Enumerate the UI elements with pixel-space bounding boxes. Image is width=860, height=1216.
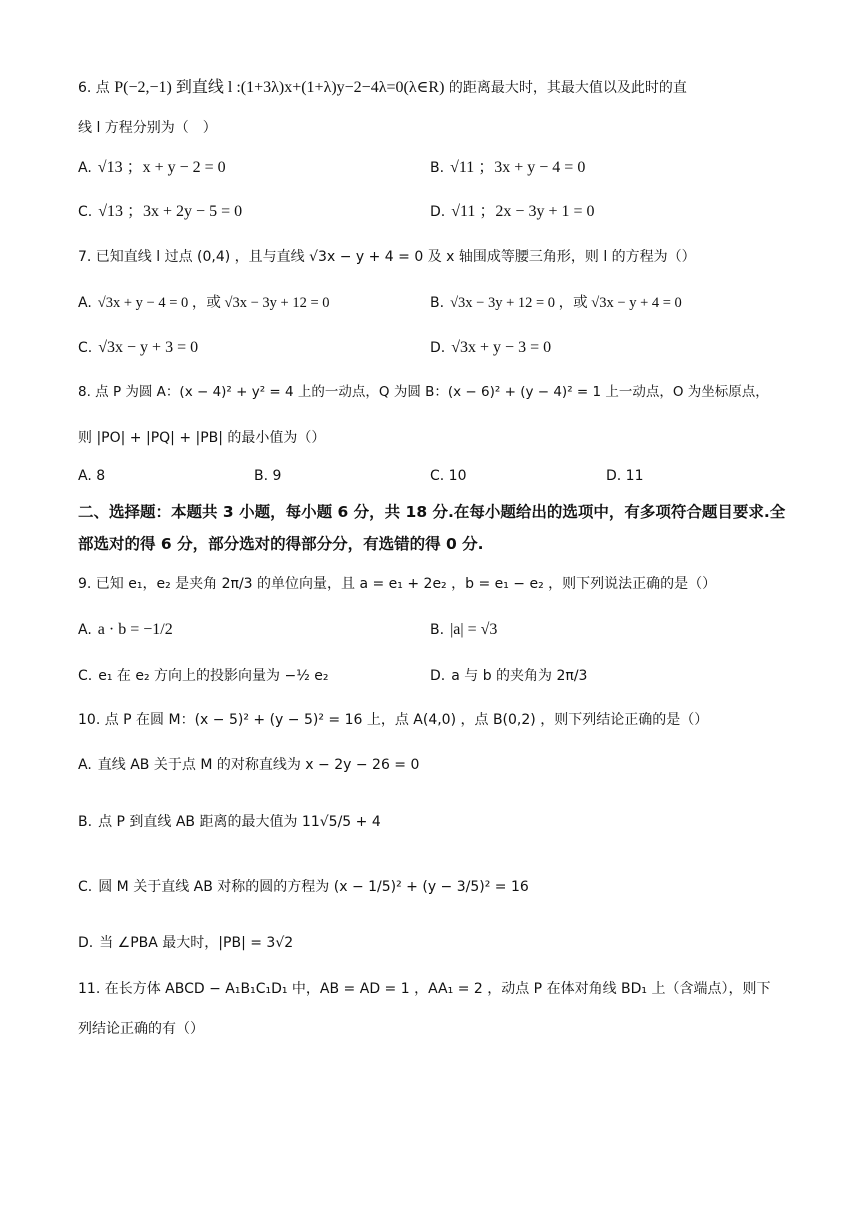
option-label: B.: [430, 295, 445, 311]
option-value: 当 ∠PBA 最大时，|PB| = 3√2: [99, 935, 294, 951]
q6-option-d: [430, 202, 595, 222]
q6-option-c: [78, 202, 242, 222]
option-label: D.: [430, 668, 446, 684]
option-value: a · b = −1/2: [97, 621, 173, 638]
q7-option-a: [78, 293, 330, 313]
q8-stem-line1: 8. 点 P 为圆 A：(x − 4)² + y² = 4 上的一动点，Q 为圆 B：(x − 6)² + (y − 4)² = 1 上一动点，O 为坐标原点，: [78, 384, 769, 400]
option-value: a 与 b 的夹角为 2π/3: [451, 668, 588, 684]
option-label: C.: [78, 668, 93, 684]
option-value: √13 ；3x + 2y − 5 = 0: [98, 203, 243, 220]
option-value: √11 ；2x − 3y + 1 = 0: [451, 203, 595, 220]
option-label: C.: [78, 204, 93, 220]
q8-option-c: C. 10: [430, 468, 467, 484]
option-label: A.: [78, 622, 92, 638]
option-label: A.: [78, 295, 92, 311]
q6-stem-line2: 线 l 方程分别为（ ）: [78, 120, 217, 136]
option-value: e₁ 在 e₂ 方向上的投影向量为 −½ e₂: [98, 668, 329, 684]
q7-stem: 7. 已知直线 l 过点 (0,4) ，且与直线 √3x − y + 4 = 0 及 x 轴围成等腰三角形，则 l 的方程为（）: [78, 249, 696, 265]
q9-option-b: [430, 620, 497, 640]
q10-option-b: [78, 812, 381, 832]
q10-stem: 10. 点 P 在圆 M：(x − 5)² + (y − 5)² = 16 上，点 A(4,0) ，点 B(0,2) ，则下列结论正确的是（）: [78, 712, 709, 728]
option-value: 直线 AB 关于点 M 的对称直线为 x − 2y − 26 = 0: [97, 757, 420, 773]
q8-stem-line2: 则 |PO| + |PQ| + |PB| 的最小值为（）: [78, 430, 326, 446]
q8-option-d: D. 11: [606, 468, 644, 484]
q6-number: 6. 点: [78, 80, 110, 96]
section-heading: 二、选择题：本题共 3 小题，每小题 6 分，共 18 分.在每小题给出的选项中，有多项符合题目要求.全部选对的得 6 分，部分选对的得部分分，有选错的得 0 分.: [78, 503, 786, 553]
option-label: C.: [78, 340, 93, 356]
option-label: B.: [430, 622, 445, 638]
q10-option-c: [78, 877, 529, 897]
q7-option-b: [430, 293, 682, 313]
q9-stem: 9. 已知 e₁，e₂ 是夹角 2π/3 的单位向量，且 a = e₁ + 2e₂ ，b = e₁ − e₂ ，则下列说法正确的是（）: [78, 576, 717, 592]
q10-option-d: [78, 933, 293, 953]
option-label: D.: [78, 935, 94, 951]
q10-option-a: [78, 755, 419, 775]
option-value: √3x + y − 4 = 0 ，或 √3x − 3y + 12 = 0: [97, 295, 330, 311]
q11-stem-line1: 11. 在长方体 ABCD − A₁B₁C₁D₁ 中，AB = AD = 1 ，AA₁ = 2 ，动点 P 在体对角线 BD₁ 上（含端点），则下: [78, 981, 771, 997]
option-label: A.: [78, 757, 92, 773]
q6-stem-tail: 的距离最大时，其最大值以及此时的直: [448, 80, 687, 96]
option-value: √13 ；x + y − 2 = 0: [97, 159, 226, 176]
q9-option-a: [78, 620, 173, 640]
q8-option-b: B. 9: [254, 468, 282, 484]
option-label: A.: [78, 160, 92, 176]
q7-option-d: [430, 338, 551, 358]
q6-option-b: [430, 158, 585, 178]
q7-option-c: [78, 338, 198, 358]
q9-option-d: [430, 666, 587, 686]
option-value: 点 P 到直线 AB 距离的最大值为 11√5/5 + 4: [98, 814, 381, 830]
q6-stem-line1: [78, 78, 687, 98]
option-value: √3x − 3y + 12 = 0 ，或 √3x − y + 4 = 0: [450, 295, 682, 311]
option-value: 圆 M 关于直线 AB 对称的圆的方程为 (x − 1/5)² + (y − 3/5)² = 16: [98, 879, 529, 895]
option-label: C.: [78, 879, 93, 895]
q9-option-c: [78, 666, 328, 686]
option-label: B.: [430, 160, 445, 176]
option-value: √11 ；3x + y − 4 = 0: [450, 159, 586, 176]
q6-stem-math: P(−2,−1) 到直线 l :(1+3λ)x+(1+λ)y−2−4λ=0(λ∈R): [114, 79, 445, 96]
option-label: D.: [430, 204, 446, 220]
option-value: |a| = √3: [450, 621, 498, 638]
q8-option-a: A. 8: [78, 468, 106, 484]
option-value: √3x − y + 3 = 0: [98, 339, 199, 356]
q11-stem-line2: 列结论正确的有（）: [78, 1021, 204, 1037]
option-value: √3x + y − 3 = 0: [451, 339, 552, 356]
option-label: B.: [78, 814, 93, 830]
q6-option-a: [78, 158, 226, 178]
option-label: D.: [430, 340, 446, 356]
